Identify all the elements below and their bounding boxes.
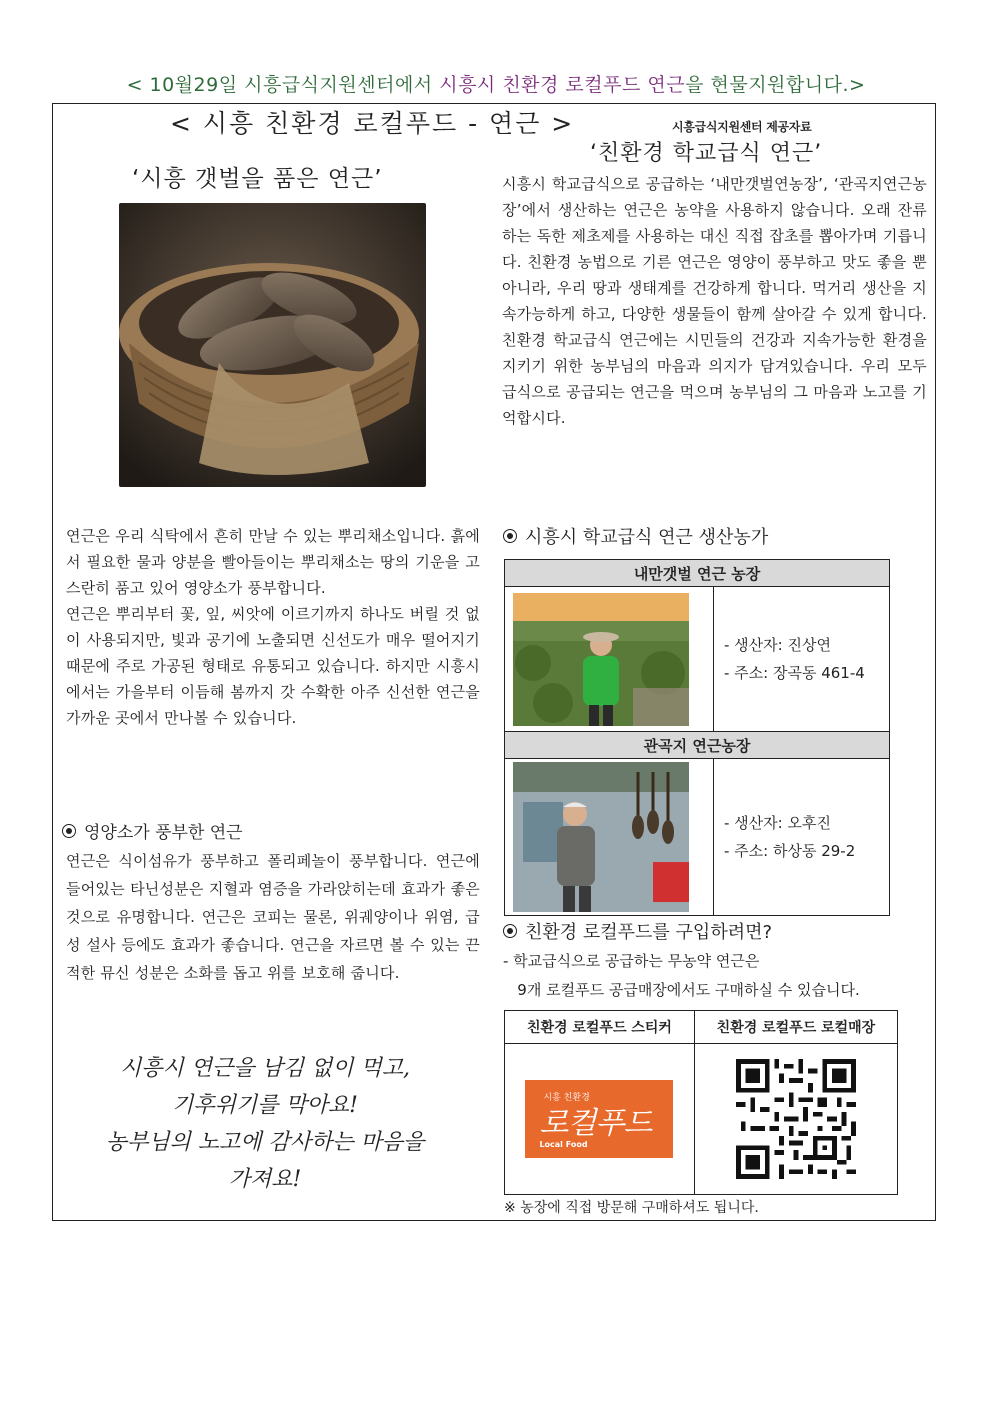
store-header: 친환경 로컬푸드 로컬매장: [694, 1011, 897, 1044]
farm-name: 관곡지 연근농장: [505, 732, 890, 759]
nutrition-heading-text: 영양소가 풍부한 연근: [84, 823, 243, 843]
radio-bullet-icon: [62, 824, 76, 838]
logo-big-text: 로컬푸드: [539, 1106, 652, 1141]
slogan: [70, 1050, 460, 1198]
nutrition-text: 연근은 식이섬유가 풍부하고 폴리페놀이 풍부합니다. 연근에 들어있는 타닌성분은 지혈과 염증을 가라앉히는데 효과가 좋은 것으로 유명합니다. 연근은 코피는 물론, 위궤양이나 위염, 급성 설사 등에도 효과가 좋습니다. 연근을 자르면 볼 수 있는 끈적한 뮤신 성분은 소화를 돕고 위를 보호해 줍니다.: [66, 852, 480, 982]
buy-line: - 학교급식으로 공급하는 무농약 연근은: [503, 952, 760, 970]
farm-producer: - 생산자: 오후진: [724, 814, 831, 832]
buy-heading: [503, 918, 772, 944]
footnote: ※ 농장에 직접 방문해 구매하셔도 됩니다.: [504, 1200, 759, 1216]
header-highlight: 시흥시 친환경 로컬푸드 연근: [439, 74, 686, 96]
header-pre: < 10월29일 시흥급식지원센터에서: [126, 74, 440, 96]
farm-producer: - 생산자: 진상연: [724, 636, 831, 654]
farm-address: - 주소: 하상동 29-2: [724, 842, 856, 860]
local-food-logo: [525, 1080, 673, 1158]
logo-en-text: Local Food: [539, 1140, 588, 1149]
radio-bullet-icon: [503, 529, 517, 543]
farmer-photo-2: [513, 762, 689, 912]
radio-bullet-icon: [503, 924, 517, 938]
source-credit: 시흥급식지원센터 제공자료: [672, 120, 812, 134]
buy-line: 9개 로컬푸드 공급매장에서도 구매하실 수 있습니다.: [503, 981, 860, 999]
buy-info: [503, 947, 860, 1005]
logo-small-text: 시흥 친환경: [543, 1093, 590, 1103]
farms-table: [504, 559, 890, 916]
slogan-line: 시흥시 연근을 남김 없이 먹고,: [120, 1056, 410, 1081]
left-intro-text: [66, 523, 480, 731]
header-line: [0, 70, 992, 97]
left-subtitle: ‘시흥 갯벌을 품은 연근’: [132, 166, 383, 192]
lotus-root-basket-photo: [119, 203, 426, 487]
farms-heading-text: 시흥시 학교급식 연근 생산농가: [525, 527, 769, 548]
farmer-photo-1: [513, 593, 689, 726]
farms-heading: [503, 523, 768, 549]
buy-heading-text: 친환경 로컬푸드를 구입하려면?: [525, 922, 773, 943]
nutrition-heading: [62, 818, 243, 843]
sticker-header: 친환경 로컬푸드 스티커: [505, 1011, 695, 1044]
slogan-line: 가져요!: [228, 1167, 302, 1192]
slogan-line: 농부님의 노고에 감사하는 마음을: [105, 1130, 425, 1155]
shop-table: [504, 1010, 898, 1195]
farm-name: 내만갯벌 연근 농장: [505, 560, 890, 587]
store-qr-code[interactable]: [736, 1059, 856, 1179]
header-post: 을 현물지원합니다.>: [685, 74, 866, 96]
right-subtitle: ‘친환경 학교급식 연근’: [590, 141, 823, 166]
left-paragraph-2: 연근은 뿌리부터 꽃, 잎, 씨앗에 이르기까지 하나도 버릴 것 없이 사용되지만, 빛과 공기에 노출되면 신선도가 매우 떨어지기 때문에 주로 가공된 형태로 유통되고 있습니다. 하지만 시흥시에서는 가을부터 이듬해 봄까지 갓 수확한 아주 신선한 연근을 가까운 곳에서 만나볼 수 있습니다.: [66, 605, 480, 727]
left-paragraph-1: 연근은 우리 식탁에서 흔히 만날 수 있는 뿌리채소입니다. 흙에서 필요한 물과 양분을 빨아들이는 뿌리채소는 땅의 기운을 고스란히 품고 있어 영양소가 풍부합니다.: [66, 527, 480, 597]
farm-address: - 주소: 장곡동 461-4: [724, 664, 865, 682]
main-title: < 시흥 친환경 로컬푸드 - 연근 >: [170, 109, 575, 138]
right-paragraph: 시흥시 학교급식으로 공급하는 ‘내만갯벌연농장’, ‘관곡지연근농장’에서 생산하는 연근은 농약을 사용하지 않습니다. 오래 잔류하는 독한 제초제를 사용하는 대신 직접 잡초를 뽑아가며 기릅니다. 친환경 농법으로 기른 연근은 영양이 풍부하고 맛도 좋을 뿐 아니라, 우리 땅과 생태계를 건강하게 합니다. 먹거리 생산을 지속가능하게 하고, 다양한 생물들이 함께 살아갈 수 있게 합니다. 친환경 학교급식 연근에는 시민들의 건강과 지속가능한 환경을 지키기 위한 농부님의 마음과 의지가 담겨있습니다. 우리 모두 급식으로 공급되는 연근을 먹으며 농부님의 그 마음과 노고를 기억합시다.: [502, 175, 927, 427]
slogan-line: 기후위기를 막아요!: [172, 1093, 358, 1118]
